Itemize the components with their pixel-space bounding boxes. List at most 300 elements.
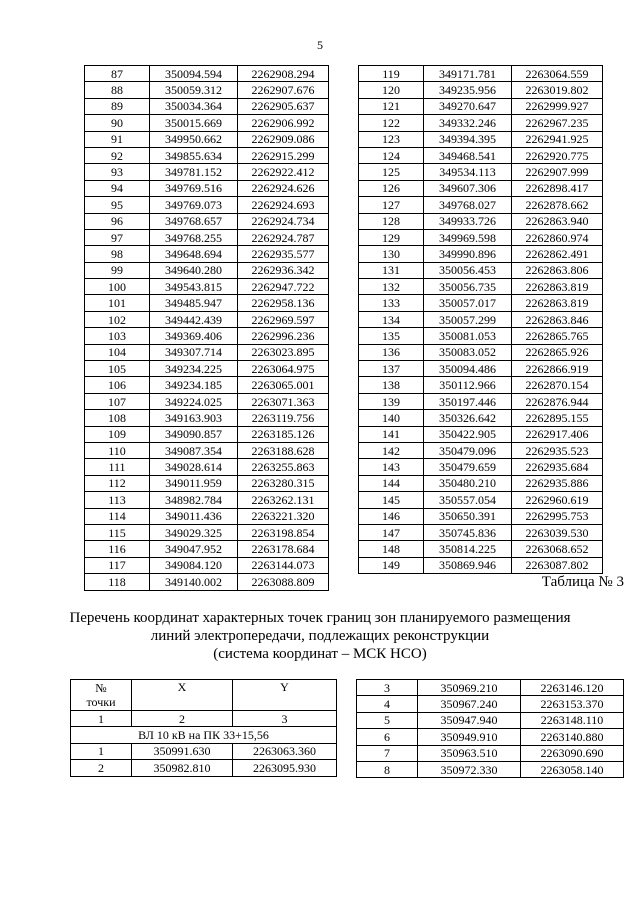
table-row (85, 131, 329, 147)
x-coordinate-cell: 350991.630 (132, 743, 233, 759)
x-coordinate-cell: 349332.246 (424, 115, 512, 131)
y-coordinate-cell: 2262907.676 (238, 82, 329, 98)
x-coordinate-cell: 349307.714 (150, 344, 238, 360)
point-number-cell: 98 (85, 246, 150, 262)
x-coordinate-cell: 349781.152 (150, 164, 238, 180)
table-row (85, 426, 329, 442)
table-row (359, 361, 603, 377)
table-row (359, 524, 603, 540)
point-number-cell: 149 (359, 557, 424, 573)
point-number-cell: 122 (359, 115, 424, 131)
table-row (359, 262, 603, 278)
y-coordinate-cell: 2263153.370 (521, 696, 624, 712)
y-coordinate-cell: 2263119.756 (238, 410, 329, 426)
x-coordinate-cell: 350083.052 (424, 344, 512, 360)
point-number-cell: 119 (359, 66, 424, 82)
point-number-cell: 132 (359, 279, 424, 295)
y-coordinate-cell: 2263178.684 (238, 541, 329, 557)
point-number-cell: 100 (85, 279, 150, 295)
y-coordinate-cell: 2262870.154 (512, 377, 603, 393)
table-row (357, 680, 624, 696)
point-number-cell: 93 (85, 164, 150, 180)
section-title: ВЛ 10 кВ на ПК 33+15,56 (71, 727, 337, 743)
y-coordinate-cell: 2263148.110 (521, 712, 624, 728)
point-number-cell: 108 (85, 410, 150, 426)
table-row (359, 508, 603, 524)
point-number-cell: 126 (359, 180, 424, 196)
table-row (85, 180, 329, 196)
table-row (85, 66, 329, 82)
table-row (85, 262, 329, 278)
x-coordinate-cell: 349534.113 (424, 164, 512, 180)
x-coordinate-cell: 349234.185 (150, 377, 238, 393)
page-number: 5 (317, 38, 323, 52)
point-number-cell: 92 (85, 147, 150, 163)
x-coordinate-cell: 349442.439 (150, 311, 238, 327)
x-coordinate-cell: 349084.120 (150, 557, 238, 573)
table-row (359, 377, 603, 393)
table-row (357, 696, 624, 712)
x-coordinate-cell: 350479.096 (424, 442, 512, 458)
table-row (85, 377, 329, 393)
table-row (85, 98, 329, 114)
x-coordinate-cell: 349087.354 (150, 442, 238, 458)
x-coordinate-cell: 349769.516 (150, 180, 238, 196)
table-row (359, 393, 603, 409)
y-coordinate-cell: 2262935.523 (512, 442, 603, 458)
point-number-cell: 103 (85, 328, 150, 344)
x-coordinate-cell: 350814.225 (424, 541, 512, 557)
x-coordinate-cell: 350034.364 (150, 98, 238, 114)
table-row (85, 344, 329, 360)
table-row (85, 410, 329, 426)
x-coordinate-cell: 349369.406 (150, 328, 238, 344)
table-row (359, 66, 603, 82)
x-coordinate-cell: 349171.781 (424, 66, 512, 82)
point-number-cell: 5 (357, 712, 418, 728)
y-coordinate-cell: 2262922.412 (238, 164, 329, 180)
table-row (359, 410, 603, 426)
y-coordinate-cell: 2262920.775 (512, 147, 603, 163)
point-number-cell: 116 (85, 541, 150, 557)
table-row (85, 524, 329, 540)
point-number-cell: 109 (85, 426, 150, 442)
y-coordinate-cell: 2263188.628 (238, 442, 329, 458)
point-number-cell: 144 (359, 475, 424, 491)
y-coordinate-cell: 2262863.846 (512, 311, 603, 327)
x-coordinate-cell: 349768.255 (150, 229, 238, 245)
table-row (359, 213, 603, 229)
table-row (359, 164, 603, 180)
table-row (359, 492, 603, 508)
table-row (359, 147, 603, 163)
point-number-cell: 94 (85, 180, 150, 196)
y-coordinate-cell: 2263064.559 (512, 66, 603, 82)
table-row (359, 328, 603, 344)
point-number-cell: 141 (359, 426, 424, 442)
table-row (85, 508, 329, 524)
y-coordinate-cell: 2262924.626 (238, 180, 329, 196)
table-row (359, 311, 603, 327)
table-row (85, 541, 329, 557)
x-coordinate-cell: 349485.947 (150, 295, 238, 311)
table-heading-line-2: линий электропередачи, подлежащих реконструкции (150, 628, 490, 644)
x-coordinate-cell: 350949.910 (418, 729, 521, 745)
point-number-cell: 87 (85, 66, 150, 82)
point-number-cell: 129 (359, 229, 424, 245)
table-row (85, 557, 329, 573)
x-coordinate-cell: 350094.486 (424, 361, 512, 377)
x-coordinate-cell: 349990.896 (424, 246, 512, 262)
x-coordinate-cell: 349028.614 (150, 459, 238, 475)
x-coordinate-cell: 350057.017 (424, 295, 512, 311)
point-number-cell: 134 (359, 311, 424, 327)
point-number-cell: 8 (357, 761, 418, 777)
x-coordinate-cell: 350969.210 (418, 680, 521, 696)
header-x: X (132, 680, 233, 711)
y-coordinate-cell: 2263023.895 (238, 344, 329, 360)
y-coordinate-cell: 2262960.619 (512, 492, 603, 508)
table-heading (0, 609, 640, 663)
y-coordinate-cell: 2262917.406 (512, 426, 603, 442)
y-coordinate-cell: 2263095.930 (233, 760, 337, 776)
table-row (85, 442, 329, 458)
y-coordinate-cell: 2262906.992 (238, 115, 329, 131)
y-coordinate-cell: 2262915.299 (238, 147, 329, 163)
y-coordinate-cell: 2262895.155 (512, 410, 603, 426)
table-row (85, 393, 329, 409)
table-row (359, 442, 603, 458)
y-coordinate-cell: 2262935.577 (238, 246, 329, 262)
x-coordinate-cell: 350745.836 (424, 524, 512, 540)
y-coordinate-cell: 2262907.999 (512, 164, 603, 180)
point-number-cell: 138 (359, 377, 424, 393)
point-number-cell: 135 (359, 328, 424, 344)
point-number-cell: 101 (85, 295, 150, 311)
y-coordinate-cell: 2263090.690 (521, 745, 624, 761)
point-number-cell: 114 (85, 508, 150, 524)
table-row (85, 279, 329, 295)
point-number-cell: 125 (359, 164, 424, 180)
x-coordinate-cell: 349640.280 (150, 262, 238, 278)
y-coordinate-cell: 2262958.136 (238, 295, 329, 311)
x-coordinate-cell: 350972.330 (418, 761, 521, 777)
y-coordinate-cell: 2262909.086 (238, 131, 329, 147)
x-coordinate-cell: 349224.025 (150, 393, 238, 409)
point-number-cell: 120 (359, 82, 424, 98)
x-coordinate-cell: 349163.903 (150, 410, 238, 426)
table-row (359, 344, 603, 360)
point-number-cell: 7 (357, 745, 418, 761)
point-number-cell: 6 (357, 729, 418, 745)
point-number-cell: 131 (359, 262, 424, 278)
point-number-cell: 113 (85, 492, 150, 508)
table-row (359, 180, 603, 196)
point-number-cell: 104 (85, 344, 150, 360)
table-heading-line-1: Перечень координат характерных точек границ зон планируемого размещения (69, 610, 571, 626)
point-number-cell: 142 (359, 442, 424, 458)
x-coordinate-cell: 349543.815 (150, 279, 238, 295)
x-coordinate-cell: 350056.735 (424, 279, 512, 295)
y-coordinate-cell: 2262935.684 (512, 459, 603, 475)
point-number-cell: 146 (359, 508, 424, 524)
point-number-cell: 99 (85, 262, 150, 278)
y-coordinate-cell: 2263255.863 (238, 459, 329, 475)
x-coordinate-cell: 350197.446 (424, 393, 512, 409)
point-number-cell: 96 (85, 213, 150, 229)
table-row (85, 492, 329, 508)
point-number-cell: 107 (85, 393, 150, 409)
table-row (357, 712, 624, 728)
x-coordinate-cell: 349047.952 (150, 541, 238, 557)
y-coordinate-cell: 2263262.131 (238, 492, 329, 508)
x-coordinate-cell: 349855.634 (150, 147, 238, 163)
y-coordinate-cell: 2263185.126 (238, 426, 329, 442)
y-coordinate-cell: 2263068.652 (512, 541, 603, 557)
y-coordinate-cell: 2263058.140 (521, 761, 624, 777)
table-row (85, 213, 329, 229)
x-coordinate-cell: 349234.225 (150, 361, 238, 377)
table-row (359, 295, 603, 311)
point-number-cell: 117 (85, 557, 150, 573)
point-number-cell: 140 (359, 410, 424, 426)
point-number-cell: 145 (359, 492, 424, 508)
y-coordinate-cell: 2263063.360 (233, 743, 337, 759)
y-coordinate-cell: 2263221.320 (238, 508, 329, 524)
table-row (71, 743, 337, 759)
point-number-cell: 121 (359, 98, 424, 114)
x-coordinate-cell: 350081.053 (424, 328, 512, 344)
coordinates-table-2-right (358, 65, 603, 574)
table-row (85, 229, 329, 245)
point-number-cell: 106 (85, 377, 150, 393)
x-coordinate-cell: 349969.598 (424, 229, 512, 245)
table-row (85, 246, 329, 262)
header-point-number (71, 680, 132, 711)
point-number-cell: 130 (359, 246, 424, 262)
table-row (85, 82, 329, 98)
y-coordinate-cell: 2262863.806 (512, 262, 603, 278)
point-number-cell: 88 (85, 82, 150, 98)
y-coordinate-cell: 2262996.236 (238, 328, 329, 344)
point-number-cell: 118 (85, 574, 150, 590)
table-column-numbers-row (71, 711, 337, 727)
y-coordinate-cell: 2262941.925 (512, 131, 603, 147)
y-coordinate-cell: 2262865.926 (512, 344, 603, 360)
point-number-cell: 124 (359, 147, 424, 163)
table-caption: Таблица № 3 (541, 574, 624, 590)
x-coordinate-cell: 350094.594 (150, 66, 238, 82)
x-coordinate-cell: 350557.054 (424, 492, 512, 508)
y-coordinate-cell: 2262863.819 (512, 295, 603, 311)
table-row (85, 197, 329, 213)
y-coordinate-cell: 2262936.342 (238, 262, 329, 278)
point-number-cell: 3 (357, 680, 418, 696)
point-number-cell: 1 (71, 743, 132, 759)
y-coordinate-cell: 2262935.886 (512, 475, 603, 491)
y-coordinate-cell: 2262860.974 (512, 229, 603, 245)
point-number-cell: 127 (359, 197, 424, 213)
table-row (85, 295, 329, 311)
x-coordinate-cell: 349140.002 (150, 574, 238, 590)
point-number-cell: 139 (359, 393, 424, 409)
x-coordinate-cell: 349769.073 (150, 197, 238, 213)
table-row (357, 761, 624, 777)
point-number-cell: 97 (85, 229, 150, 245)
y-coordinate-cell: 2262865.765 (512, 328, 603, 344)
x-coordinate-cell: 349235.956 (424, 82, 512, 98)
x-coordinate-cell: 349950.662 (150, 131, 238, 147)
y-coordinate-cell: 2263280.315 (238, 475, 329, 491)
x-coordinate-cell: 349011.436 (150, 508, 238, 524)
x-coordinate-cell: 350963.510 (418, 745, 521, 761)
point-number-cell: 105 (85, 361, 150, 377)
table-row (359, 229, 603, 245)
y-coordinate-cell: 2263144.073 (238, 557, 329, 573)
point-number-cell: 137 (359, 361, 424, 377)
x-coordinate-cell: 349394.395 (424, 131, 512, 147)
table-row (359, 115, 603, 131)
y-coordinate-cell: 2263065.001 (238, 377, 329, 393)
point-number-cell: 147 (359, 524, 424, 540)
x-coordinate-cell: 350015.669 (150, 115, 238, 131)
point-number-cell: 112 (85, 475, 150, 491)
table-row (71, 760, 337, 776)
point-number-cell: 90 (85, 115, 150, 131)
table-row (359, 426, 603, 442)
x-coordinate-cell: 350982.810 (132, 760, 233, 776)
table-row (359, 246, 603, 262)
table-row (85, 475, 329, 491)
point-number-cell: 95 (85, 197, 150, 213)
y-coordinate-cell: 2263198.854 (238, 524, 329, 540)
x-coordinate-cell: 350326.642 (424, 410, 512, 426)
x-coordinate-cell: 350480.210 (424, 475, 512, 491)
y-coordinate-cell: 2262905.637 (238, 98, 329, 114)
table-row (359, 459, 603, 475)
y-coordinate-cell: 2262866.919 (512, 361, 603, 377)
y-coordinate-cell: 2263146.120 (521, 680, 624, 696)
point-number-cell: 110 (85, 442, 150, 458)
coordinates-table-3-left (70, 679, 337, 777)
point-number-cell: 128 (359, 213, 424, 229)
table-row (85, 311, 329, 327)
x-coordinate-cell: 349270.647 (424, 98, 512, 114)
point-number-cell: 148 (359, 541, 424, 557)
table-row (85, 361, 329, 377)
y-coordinate-cell: 2263071.363 (238, 393, 329, 409)
table-header-row (71, 680, 337, 711)
x-coordinate-cell: 349648.694 (150, 246, 238, 262)
table-row (85, 459, 329, 475)
y-coordinate-cell: 2262947.722 (238, 279, 329, 295)
table-row (359, 557, 603, 573)
table-row (359, 279, 603, 295)
point-number-cell: 89 (85, 98, 150, 114)
y-coordinate-cell: 2262863.940 (512, 213, 603, 229)
y-coordinate-cell: 2262995.753 (512, 508, 603, 524)
y-coordinate-cell: 2262898.417 (512, 180, 603, 196)
x-coordinate-cell: 349768.657 (150, 213, 238, 229)
table-row (85, 164, 329, 180)
y-coordinate-cell: 2263039.530 (512, 524, 603, 540)
table-row (359, 475, 603, 491)
x-coordinate-cell: 350112.966 (424, 377, 512, 393)
point-number-cell: 143 (359, 459, 424, 475)
point-number-cell: 91 (85, 131, 150, 147)
y-coordinate-cell: 2262862.491 (512, 246, 603, 262)
x-coordinate-cell: 349029.325 (150, 524, 238, 540)
table-row (85, 574, 329, 590)
y-coordinate-cell: 2263140.880 (521, 729, 624, 745)
y-coordinate-cell: 2262908.294 (238, 66, 329, 82)
table-row (359, 82, 603, 98)
y-coordinate-cell: 2263064.975 (238, 361, 329, 377)
y-coordinate-cell: 2263019.802 (512, 82, 603, 98)
point-number-cell: 111 (85, 459, 150, 475)
point-number-cell: 115 (85, 524, 150, 540)
x-coordinate-cell: 348982.784 (150, 492, 238, 508)
table-row (359, 197, 603, 213)
x-coordinate-cell: 349011.959 (150, 475, 238, 491)
table-row (359, 131, 603, 147)
x-coordinate-cell: 350059.312 (150, 82, 238, 98)
point-number-cell: 123 (359, 131, 424, 147)
table-row (85, 328, 329, 344)
y-coordinate-cell: 2263087.802 (512, 557, 603, 573)
x-coordinate-cell: 350947.940 (418, 712, 521, 728)
table-row (85, 147, 329, 163)
header-y: Y (233, 680, 337, 711)
table-row (85, 115, 329, 131)
x-coordinate-cell: 349933.726 (424, 213, 512, 229)
y-coordinate-cell: 2262999.927 (512, 98, 603, 114)
point-number-cell: 133 (359, 295, 424, 311)
x-coordinate-cell: 350057.299 (424, 311, 512, 327)
x-coordinate-cell: 350422.905 (424, 426, 512, 442)
x-coordinate-cell: 350479.659 (424, 459, 512, 475)
y-coordinate-cell: 2262878.662 (512, 197, 603, 213)
x-coordinate-cell: 350869.946 (424, 557, 512, 573)
column-number-3: 3 (233, 711, 337, 727)
section-title-row (71, 727, 337, 743)
coordinates-table-2-left (84, 65, 329, 591)
y-coordinate-cell: 2262969.597 (238, 311, 329, 327)
y-coordinate-cell: 2263088.809 (238, 574, 329, 590)
coordinates-table-3-right (356, 679, 624, 778)
table-row (357, 745, 624, 761)
x-coordinate-cell: 350056.453 (424, 262, 512, 278)
y-coordinate-cell: 2262876.944 (512, 393, 603, 409)
header-number-sign: № (95, 681, 107, 695)
x-coordinate-cell: 350967.240 (418, 696, 521, 712)
x-coordinate-cell: 349768.027 (424, 197, 512, 213)
header-point-label: точки (86, 695, 116, 709)
x-coordinate-cell: 350650.391 (424, 508, 512, 524)
y-coordinate-cell: 2262924.734 (238, 213, 329, 229)
x-coordinate-cell: 349607.306 (424, 180, 512, 196)
y-coordinate-cell: 2262924.693 (238, 197, 329, 213)
table-row (359, 541, 603, 557)
point-number-cell: 4 (357, 696, 418, 712)
x-coordinate-cell: 349090.857 (150, 426, 238, 442)
y-coordinate-cell: 2262967.235 (512, 115, 603, 131)
y-coordinate-cell: 2262863.819 (512, 279, 603, 295)
column-number-2: 2 (132, 711, 233, 727)
column-number-1: 1 (71, 711, 132, 727)
table-heading-line-3: (система координат – МСК НСО) (213, 646, 427, 662)
x-coordinate-cell: 349468.541 (424, 147, 512, 163)
